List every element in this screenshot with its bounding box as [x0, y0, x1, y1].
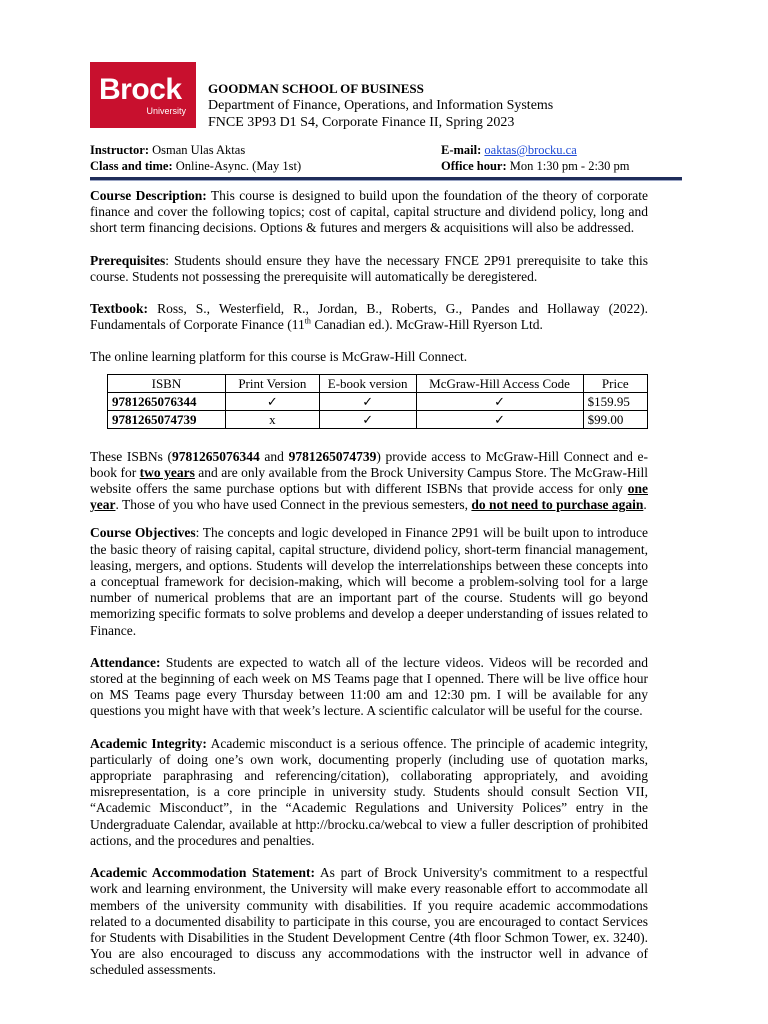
isbn-note-text: . — [643, 497, 647, 513]
instructor-label: Instructor: — [90, 143, 150, 157]
isbn-cell: 9781265074739 — [108, 410, 226, 428]
col-ebook: E-book version — [319, 374, 416, 392]
check-icon: ✓ — [225, 392, 319, 410]
accommodation-label: Academic Accommodation Statement: — [90, 865, 316, 881]
prerequisites-label: Prerequisites — [90, 252, 166, 268]
academic-integrity-text: Academic misconduct is a serious offence. The principle of academic integrity, particularly of doing one’s own work, documenting properly (including use of quotation marks, appropriate paraphrasing and referencing/citation), collaborating appropriately, and avoiding misrepresentation, is a core principle in university study. Students should consult Section VII, “Academic Misconduct”, in the “Academic Regulations and University Polices” entry in the Undergraduate Calendar, available at http://brocku.ca/webcal to view a fuller description of prohibited actions, and the procedures and penalties. — [90, 735, 648, 848]
course-description — [90, 188, 648, 237]
isbn-note-text: and are only available from the Brock University Campus Store. The McGraw-Hill website offers the same purchase options but with different ISBNs that provide access for only — [90, 464, 649, 497]
isbn-note — [90, 449, 648, 514]
isbn-2: 9781265074739 — [288, 448, 377, 464]
textbook — [90, 301, 648, 333]
info-right — [441, 142, 630, 174]
col-access-code: McGraw-Hill Access Code — [416, 374, 583, 392]
office-hour: Mon 1:30 pm - 2:30 pm — [509, 159, 630, 173]
document-body — [90, 188, 648, 995]
attendance-label: Attendance: — [90, 654, 161, 670]
course-description-label: Course Description: — [90, 188, 207, 203]
email-link[interactable]: oaktas@brocku.ca — [484, 143, 577, 157]
check-icon: ✓ — [416, 392, 583, 410]
prerequisites — [90, 253, 648, 285]
document-header — [208, 80, 553, 131]
col-isbn: ISBN — [108, 374, 226, 392]
office-hour-label: Office hour: — [441, 159, 507, 173]
col-print: Print Version — [225, 374, 319, 392]
instructor-name: Osman Ulas Aktas — [152, 143, 246, 157]
school-name: GOODMAN SCHOOL OF BUSINESS — [208, 81, 424, 96]
price-cell: $99.00 — [583, 410, 647, 428]
prerequisites-text: : Students should ensure they have the necessary FNCE 2P91 prerequisite to take this course. Students not possessing the prerequisite will automatically be deregistered. — [90, 252, 648, 284]
attendance — [90, 655, 648, 720]
no-purchase-emphasis: do not need to purchase again — [471, 497, 644, 513]
course-objectives-label: Course Objectives — [90, 525, 196, 541]
isbn-table — [107, 374, 648, 429]
academic-integrity — [90, 736, 648, 849]
email-label: E-mail: — [441, 143, 482, 157]
brock-logo — [90, 62, 196, 128]
table-row — [108, 410, 648, 428]
isbn-table-header — [108, 374, 648, 392]
one-year-emphasis: one year — [90, 481, 648, 513]
isbn-1: 9781265076344 — [172, 448, 260, 464]
textbook-label: Textbook: — [90, 301, 149, 317]
logo-wordmark: Brock — [99, 73, 182, 106]
isbn-note-text: These ISBNs ( — [90, 448, 173, 464]
info-left — [90, 142, 301, 174]
textbook-text-end: Canadian ed.). McGraw-Hill Ryerson Ltd. — [310, 317, 543, 333]
accommodation-statement — [90, 865, 648, 978]
isbn-note-text: ) provide access to McGraw-Hill Connect and e-book for — [90, 448, 648, 480]
textbook-text: Ross, S., Westerfield, R., Jordan, B., Roberts, G., Pandes and Hollaway (2022). Fundamentals of Corporate Finance (11 — [90, 301, 648, 333]
platform-note: The online learning platform for this course is McGraw-Hill Connect. — [90, 349, 468, 365]
course-objectives — [90, 525, 648, 638]
header-divider — [90, 177, 682, 181]
check-icon: ✓ — [319, 392, 416, 410]
department-name: Department of Finance, Operations, and Information Systems — [208, 98, 554, 113]
price-cell: $159.95 — [583, 392, 647, 410]
col-price: Price — [583, 374, 647, 392]
accommodation-text: As part of Brock University's commitment to a respectful work and learning environment, the University will make every reasonable effort to accommodate all members of the university community with disabilities. If you require academic accommodations related to a documented disability to participate in this course, you are encouraged to contact Services for Students with Disabilities in the Student Development Centre (4th floor Schmon Tower, ex. 3240). You are also encouraged to discuss any accommodations with the instructor well in advance of scheduled assessments. — [90, 865, 648, 978]
isbn-note-text: . Those of you who have used Connect in the previous semesters, — [115, 497, 472, 513]
table-row — [108, 392, 648, 410]
course-objectives-text: : The concepts and logic developed in Finance 2P91 will be built upon to introduce the basic theory of raising capital, capital structure, dividend policy, short-term financial management, leasing, mergers, and options. Students will develop the interrelationships between these concepts into a conceptual framework for decision-making, which will become a problem-solving tool for a large number of numerical problems that are an important part of the course. Students will go beyond memorizing specific formats to solve problems and develop a deeper understanding of issues related to Finance. — [90, 525, 648, 638]
isbn-cell: 9781265076344 — [108, 392, 226, 410]
course-description-text: This course is designed to build upon the foundation of the theory of corporate finance and cover the following topics; cost of capital, capital structure and dividend policy, long and short term financing decisions. Options & futures and mergers & acquisitions will also be addressed. — [90, 188, 649, 236]
attendance-text: Students are expected to watch all of the lecture videos. Videos will be recorded and stored at the beginning of each week on MS Teams page that I openned. There will be live office hour on MS Teams page every Thursday between 11:00 am and 12:30 pm. I will be available for any questions you might have with that week’s lecture. A scientific calculator will be useful for the course. — [90, 654, 648, 719]
cross-mark: x — [225, 410, 319, 428]
logo-subtitle: University — [146, 106, 186, 116]
isbn-note-text: and — [259, 448, 289, 464]
edition-superscript: th — [304, 316, 311, 326]
class-time-label: Class and time: — [90, 159, 173, 173]
class-time: Online-Async. (May 1st) — [175, 159, 302, 173]
academic-integrity-label: Academic Integrity: — [90, 735, 207, 751]
check-icon: ✓ — [416, 410, 583, 428]
two-years-emphasis: two years — [139, 464, 195, 480]
course-title: FNCE 3P93 D1 S4, Corporate Finance II, Spring 2023 — [208, 115, 515, 130]
check-icon: ✓ — [319, 410, 416, 428]
